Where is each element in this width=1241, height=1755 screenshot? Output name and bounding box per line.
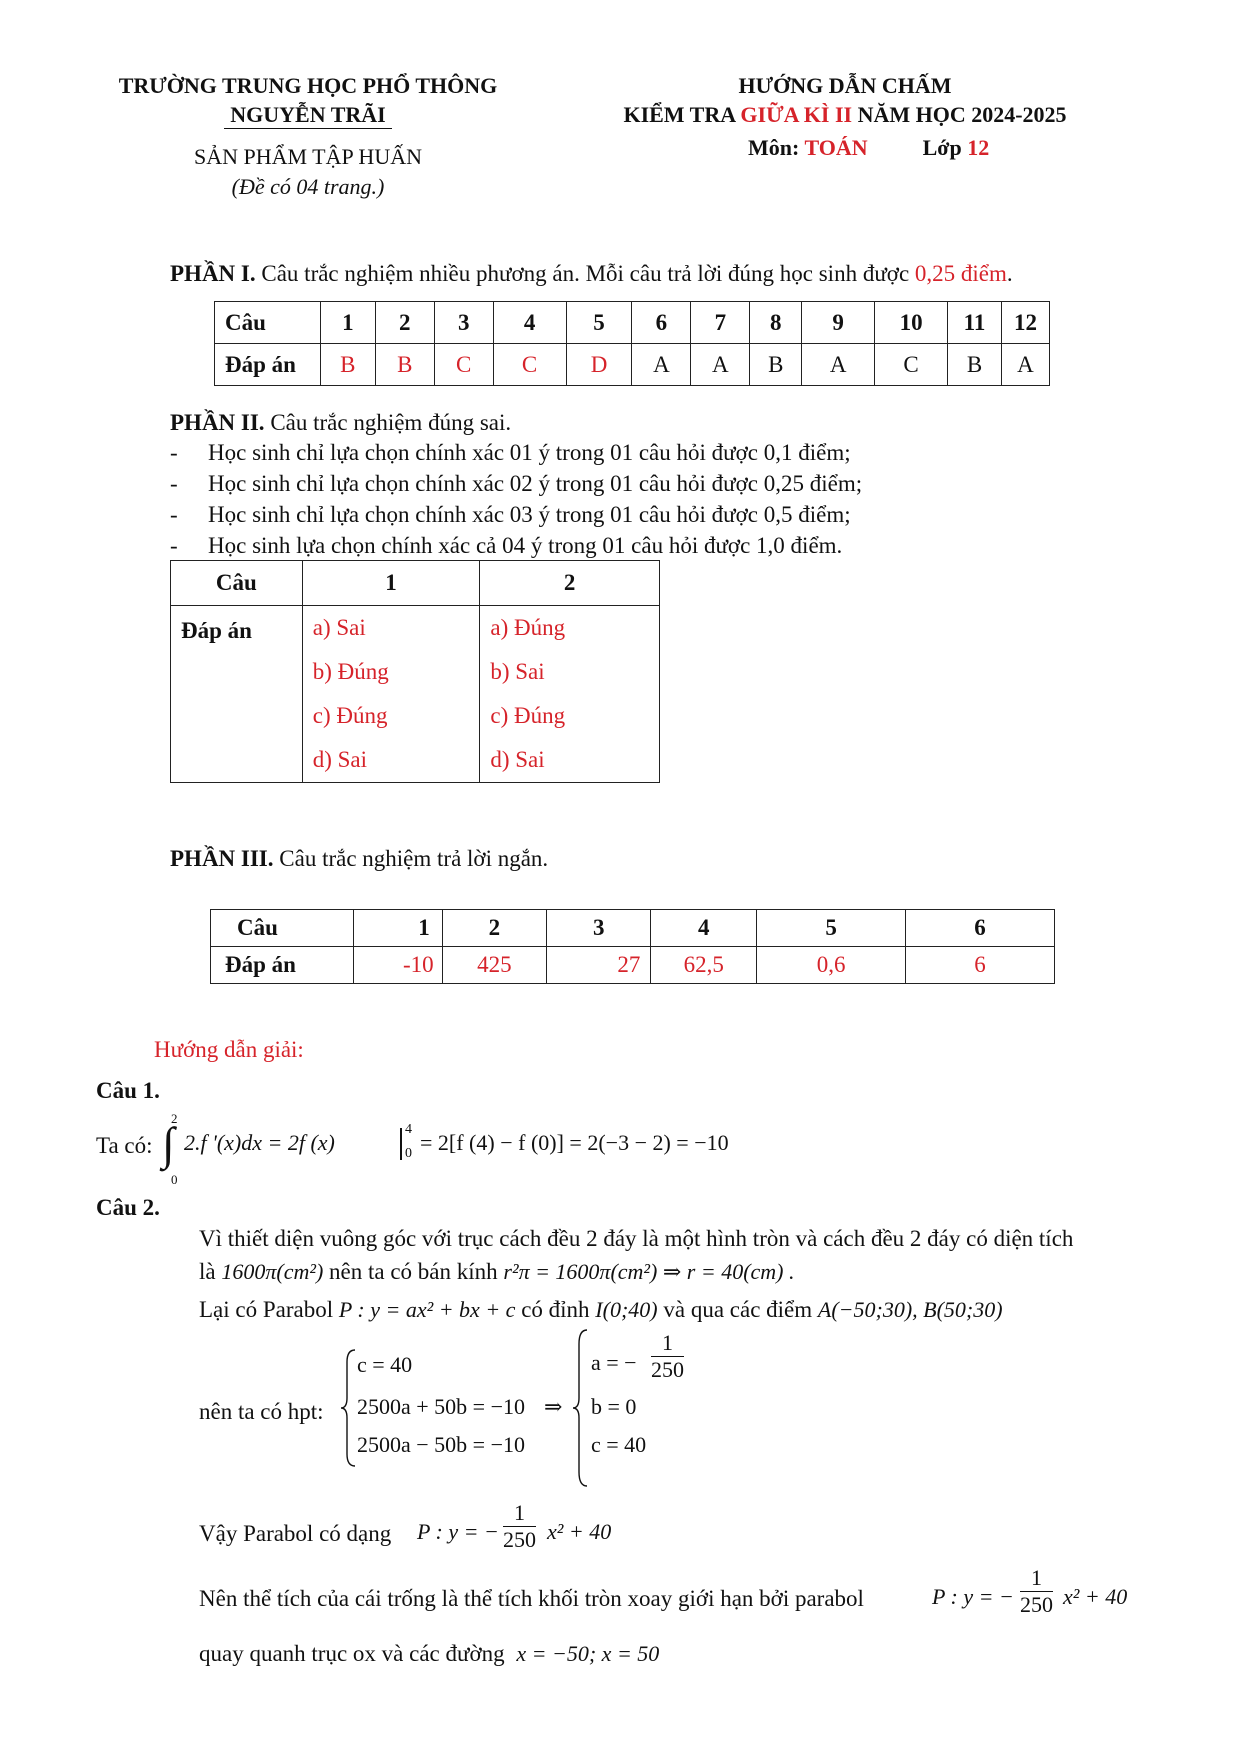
part2-heading: [170, 407, 511, 438]
fraction-numerator: 1: [1020, 1565, 1053, 1592]
subject-line: [748, 134, 1168, 161]
sub-answer: b) Sai: [490, 659, 545, 684]
q2-system: [199, 1328, 999, 1498]
rule-bullet: -: [170, 471, 178, 496]
row-label-answer: Đáp án: [171, 606, 303, 783]
answer-cell: D: [566, 344, 632, 386]
exam-year: NĂM HỌC 2024-2025: [857, 102, 1067, 127]
part3-desc: Câu trắc nghiệm trả lời ngắn.: [279, 846, 549, 871]
question-number: 12: [1001, 302, 1049, 344]
part3-answer-row: [211, 947, 1055, 984]
part1-period: .: [1006, 261, 1013, 286]
answer-cell: A: [691, 344, 750, 386]
q2-volume-rhs: x² + 40: [1063, 1584, 1128, 1609]
exam-term: GIỮA KÌ II: [740, 102, 853, 127]
subject-value: TOÁN: [804, 135, 868, 160]
answer-cell: 0,6: [757, 947, 906, 984]
q1-answers: [302, 606, 480, 783]
q2-boundaries: x = −50; x = 50: [516, 1641, 660, 1666]
answer-cell: C: [493, 344, 566, 386]
solution-a-lhs: a = −: [591, 1350, 637, 1375]
fraction-denominator: 250: [1020, 1592, 1053, 1617]
evaluation-bar: [400, 1128, 402, 1160]
q2-volume-lead: Nên thể tích của cái trống là thể tích khối tròn xoay giới hạn bởi parabol: [199, 1586, 864, 1611]
question-number: 5: [757, 910, 906, 947]
rule-text: Học sinh chỉ lựa chọn chính xác 02 ý trong 01 câu hỏi được 0,25 điểm;: [208, 471, 863, 496]
q2-p3-text-b: có đỉnh: [521, 1297, 590, 1322]
rule-text: Học sinh lựa chọn chính xác cả 04 ý trong 01 câu hỏi được 1,0 điểm.: [208, 533, 843, 558]
grade-value: 12: [967, 135, 990, 160]
question-number: 2: [480, 561, 660, 606]
integral-upper: 2: [171, 1111, 178, 1126]
q1-expr-a: 2.f '(x)dx = 2f (x): [184, 1130, 335, 1155]
sub-answer: b) Đúng: [312, 659, 389, 684]
question-number: 2: [375, 302, 434, 344]
rule-bullet: -: [170, 533, 178, 558]
fraction-denominator: 250: [503, 1527, 536, 1552]
fraction-numerator: 1: [503, 1500, 536, 1527]
q2-form-fraction: [503, 1500, 536, 1553]
answer-cell: 62,5: [651, 947, 757, 984]
question-number: 1: [302, 561, 480, 606]
answer-cell: A: [632, 344, 691, 386]
answer-cell: A: [802, 344, 875, 386]
part2-answer-row: [171, 606, 660, 783]
q2-paragraph-3: [199, 1294, 1209, 1325]
school-name-line1: TRƯỜNG TRUNG HỌC PHỔ THÔNG: [118, 73, 498, 98]
question-number: 11: [948, 302, 1002, 344]
exam-title: [540, 101, 1150, 128]
q2-volume-fraction: [1020, 1565, 1053, 1618]
guide-title: HƯỚNG DẪN CHẤM: [738, 73, 952, 98]
q1-expr-b: = 2[f (4) − f (0)] = 2(−3 − 2) = −10: [420, 1130, 729, 1155]
question-number: 4: [651, 910, 757, 947]
q2-vertex: I(0;40): [595, 1297, 658, 1322]
rule-bullet: -: [170, 440, 178, 465]
eval-lower: 0: [405, 1146, 412, 1161]
school-name-line2: [88, 101, 528, 128]
q2-title: Câu 2.: [96, 1195, 160, 1220]
grade-label: Lớp: [922, 135, 962, 160]
q2-form-rhs: x² + 40: [547, 1519, 612, 1544]
fraction-denominator: 250: [651, 1357, 684, 1382]
part2-answer-table: [170, 560, 660, 783]
part3-answer-table: [210, 909, 1055, 984]
rule-item: [170, 499, 1170, 530]
school-name: NGUYỄN TRÃI: [224, 102, 391, 129]
solution-heading: Hướng dẫn giải:: [154, 1037, 304, 1062]
part3-title: PHẦN III.: [170, 846, 274, 871]
row-label-question: Câu: [171, 561, 303, 606]
left-brace-icon: [571, 1328, 589, 1488]
eval-upper: 4: [405, 1122, 412, 1137]
solution-b: b = 0: [591, 1394, 637, 1419]
q2-last-lead: quay quanh trục ox và các đường: [199, 1641, 505, 1666]
integral-lower: 0: [171, 1172, 178, 1187]
q2-p3-text-c: và qua các điểm: [663, 1297, 813, 1322]
fraction-numerator: 1: [651, 1330, 684, 1357]
sub-answer: c) Đúng: [490, 703, 566, 728]
sub-answer: c) Đúng: [312, 703, 388, 728]
q2-p3-text-a: Lại có Parabol: [199, 1297, 334, 1322]
q1-lead: Ta có:: [96, 1133, 153, 1158]
sub-answer: d) Sai: [490, 747, 545, 772]
q2-paragraph-2: [199, 1256, 1209, 1287]
rule-item: [170, 530, 1170, 561]
row-label-answer: Đáp án: [215, 344, 321, 386]
question-number: 6: [906, 910, 1055, 947]
q2-parabola-form: [199, 1500, 999, 1564]
question-number: 10: [875, 302, 948, 344]
question-number: 9: [802, 302, 875, 344]
question-number: 8: [750, 302, 802, 344]
answer-cell: B: [750, 344, 802, 386]
product-label: SẢN PHẨM TẬP HUẤN: [194, 144, 422, 169]
left-brace-icon: [339, 1348, 357, 1468]
question-number: 6: [632, 302, 691, 344]
part1-title: PHẦN I.: [170, 261, 256, 286]
q2-volume-line: [199, 1565, 1219, 1629]
rule-item: [170, 468, 1170, 499]
part1-desc: Câu trắc nghiệm nhiều phương án. Mỗi câu trả lời đúng học sinh được: [261, 261, 910, 286]
equation: c = 40: [357, 1352, 413, 1377]
implies-arrow: ⇒: [544, 1394, 563, 1419]
sub-answer: d) Sai: [312, 747, 368, 772]
equation: 2500a − 50b = −10: [357, 1432, 525, 1457]
answer-cell: -10: [353, 947, 442, 984]
answer-cell: 6: [906, 947, 1055, 984]
q2-form-lead: Vậy Parabol có dạng: [199, 1521, 392, 1546]
row-label-question: Câu: [211, 910, 354, 947]
q2-area: 1600π(cm²): [221, 1259, 324, 1284]
q2-paragraph-1: Vì thiết diện vuông góc với trục cách đều 2 đáy là một hình tròn và cách đều 2 đáy có diện tích: [199, 1226, 1074, 1251]
answer-cell: B: [320, 344, 375, 386]
question-number: 2: [442, 910, 546, 947]
q2-parabola-eq: P : y = ax² + bx + c: [338, 1297, 516, 1322]
answer-cell: B: [375, 344, 434, 386]
answer-cell: A: [1001, 344, 1049, 386]
answer-cell: C: [434, 344, 493, 386]
question-number: 7: [691, 302, 750, 344]
question-number: 3: [547, 910, 651, 947]
question-number: 4: [493, 302, 566, 344]
q2-system-lead: nên ta có hpt:: [199, 1399, 324, 1424]
rule-bullet: -: [170, 502, 178, 527]
q2-p2-text-b: nên ta có bán kính: [329, 1259, 498, 1284]
answer-cell: C: [875, 344, 948, 386]
question-number: 1: [353, 910, 442, 947]
part1-question-row: [215, 302, 1050, 344]
sub-answer: a) Sai: [312, 615, 366, 640]
q2-answers: [480, 606, 660, 783]
subject-label: Môn:: [748, 135, 800, 160]
part1-answer-row: [215, 344, 1050, 386]
q2-last-line: [199, 1638, 1199, 1669]
part3-heading: [170, 843, 548, 874]
part1-answer-table: [214, 301, 1050, 386]
rule-text: Học sinh chỉ lựa chọn chính xác 03 ý trong 01 câu hỏi được 0,5 điểm;: [208, 502, 851, 527]
q2-form-lhs: P : y = −: [417, 1519, 499, 1544]
row-label-answer: Đáp án: [211, 947, 354, 984]
rule-item: [170, 437, 1170, 468]
answer-cell: 27: [547, 947, 651, 984]
part2-desc: Câu trắc nghiệm đúng sai.: [270, 410, 512, 435]
part3-question-row: [211, 910, 1055, 947]
q1-title: Câu 1.: [96, 1078, 160, 1103]
part1-points: 0,25 điểm: [914, 261, 1007, 286]
q2-points: A(−50;30), B(50;30): [817, 1297, 1003, 1322]
question-number: 5: [566, 302, 632, 344]
equation: 2500a + 50b = −10: [357, 1394, 525, 1419]
q2-p2-text-a: là: [199, 1259, 216, 1284]
solution-a-fraction: [651, 1330, 684, 1383]
integral-sign-icon: ∫: [162, 1118, 175, 1169]
exam-prefix: KIỂM TRA: [623, 102, 735, 127]
question-number: 3: [434, 302, 493, 344]
answer-cell: 425: [442, 947, 546, 984]
answer-cell: B: [948, 344, 1002, 386]
part1-heading: [170, 258, 1210, 289]
q1-solution-line: [96, 1108, 1096, 1188]
part2-title: PHẦN II.: [170, 410, 265, 435]
part2-question-row: [171, 561, 660, 606]
solution-c: c = 40: [591, 1432, 647, 1457]
q2-volume-lhs: P : y = −: [932, 1584, 1014, 1609]
rule-text: Học sinh chỉ lựa chọn chính xác 01 ý trong 01 câu hỏi được 0,1 điểm;: [208, 440, 851, 465]
sub-answer: a) Đúng: [490, 615, 566, 640]
question-number: 1: [320, 302, 375, 344]
q2-radius: r²π = 1600π(cm²) ⇒ r = 40(cm) .: [503, 1259, 795, 1284]
pages-note: (Đề có 04 trang.): [231, 174, 385, 199]
part2-rules: [170, 437, 1170, 561]
row-label-question: Câu: [215, 302, 321, 344]
